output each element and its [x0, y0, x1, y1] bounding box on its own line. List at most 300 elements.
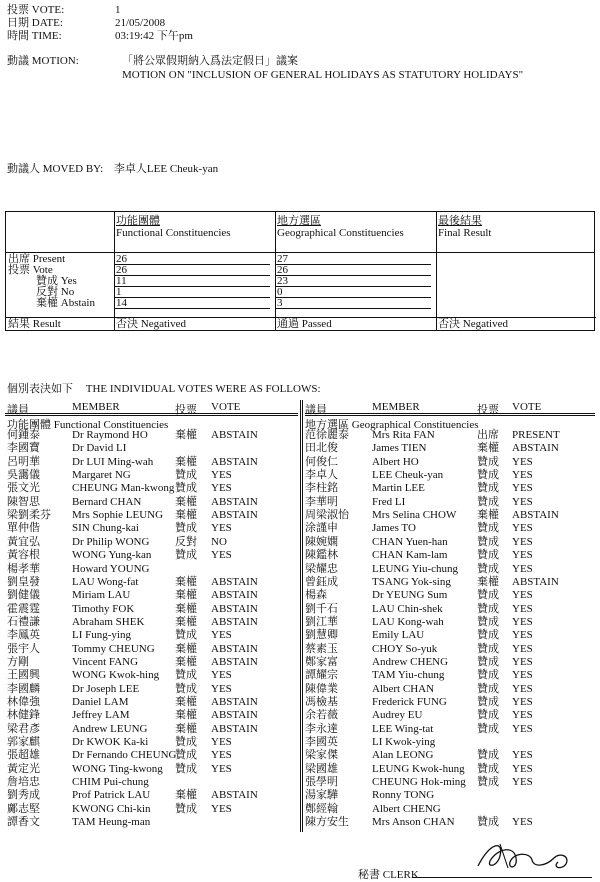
member-name-en: LI Kwok-ying — [372, 736, 436, 749]
fc-no: 1 — [116, 286, 122, 298]
vote-row — [305, 709, 595, 722]
vote-en: YES — [512, 482, 533, 495]
vote-en: YES — [211, 682, 232, 695]
member-name-en: CHAN Yuen-han — [372, 535, 448, 548]
member-name-en: CHEUNG Hok-ming — [372, 776, 466, 789]
member-name-zh: 張超雄 — [7, 749, 40, 762]
motion-title-zh: 「將公眾假期納入爲法定假日」議案 — [122, 55, 298, 67]
member-name-en: CHIM Pui-chung — [72, 776, 149, 789]
vote-zh: 棄權 — [175, 789, 197, 802]
member-name-en: LEUNG Kwok-hung — [372, 762, 465, 775]
member-name-zh: 楊孝華 — [7, 562, 40, 575]
member-name-en: Jeffrey LAM — [72, 709, 130, 722]
vote-row — [5, 603, 298, 616]
vote-en: YES — [512, 682, 533, 695]
vote-en: ABSTAIN — [512, 575, 559, 588]
vote-en: YES — [512, 816, 533, 829]
vote-row — [5, 723, 298, 736]
member-name-zh: 梁君彥 — [7, 722, 40, 735]
col-final-en: Final Result — [438, 227, 492, 239]
member-name-zh: 李鳳英 — [7, 629, 40, 642]
member-name-en: Daniel LAM — [72, 696, 129, 708]
vote-zh: 棄權 — [175, 589, 197, 602]
member-name-zh: 李永達 — [305, 722, 338, 735]
member-name-zh: 劉健儀 — [7, 589, 40, 602]
member-name-zh: 陳方安生 — [305, 816, 349, 829]
vote-en: YES — [512, 749, 533, 762]
member-name-zh: 劉慧卿 — [305, 629, 338, 642]
member-name-zh: 范徐麗泰 — [305, 429, 349, 441]
vote-row — [5, 643, 298, 656]
member-name-zh: 呂明華 — [7, 455, 40, 468]
vote-row — [305, 696, 595, 709]
vote-zh: 棄權 — [477, 442, 499, 455]
member-name-en: Vincent FANG — [72, 655, 139, 668]
member-name-en: SIN Chung-kai — [72, 522, 139, 535]
vote-en: YES — [512, 549, 533, 562]
vote-zh: 贊成 — [477, 642, 499, 655]
vote-zh: 贊成 — [477, 816, 499, 829]
vote-row — [305, 482, 595, 495]
vote-zh: 贊成 — [175, 749, 197, 762]
right-col-vote-en: VOTE — [512, 401, 542, 413]
member-name-en: LI Fung-ying — [72, 629, 131, 642]
fc-result: 否決 Negatived — [116, 318, 186, 330]
vote-en: YES — [512, 562, 533, 575]
fc-abstain: 14 — [116, 297, 127, 309]
vote-zh: 棄權 — [175, 655, 197, 668]
moved-by — [7, 160, 218, 176]
member-name-zh: 梁家傑 — [305, 749, 338, 762]
vote-zh: 贊成 — [477, 749, 499, 762]
member-name-zh: 譚香文 — [7, 816, 40, 829]
member-name-zh: 涂謹申 — [305, 522, 338, 535]
vote-en: ABSTAIN — [211, 696, 258, 708]
member-name-zh: 黃定光 — [7, 762, 40, 775]
motion-title-en: MOTION ON "INCLUSION OF GENERAL HOLIDAYS AS STATUTORY HOLIDAYS" — [122, 69, 524, 81]
vote-zh: 贊成 — [175, 549, 197, 562]
vote-zh: 出席 — [477, 429, 499, 441]
vote-row — [5, 789, 298, 802]
vote-zh: 贊成 — [477, 535, 499, 548]
member-name-en: Prof Patrick LAU — [72, 789, 151, 802]
member-name-zh: 余若薇 — [305, 709, 338, 722]
member-name-zh: 楊森 — [305, 589, 327, 602]
vote-zh: 贊成 — [477, 762, 499, 775]
time-row — [7, 30, 193, 42]
vote-en: YES — [512, 696, 533, 708]
member-name-en: Dr YEUNG Sum — [372, 589, 448, 602]
member-name-zh: 王國興 — [7, 669, 40, 682]
vote-row — [5, 522, 298, 535]
row-vote-label: 投票 Vote — [8, 264, 53, 276]
member-name-zh: 梁劉柔芬 — [7, 509, 51, 522]
member-name-zh: 石禮謙 — [7, 615, 40, 628]
vote-row — [305, 429, 595, 442]
vote-zh: 贊成 — [477, 549, 499, 562]
row-present-label: 出席 Present — [8, 253, 66, 265]
date-value: 21/05/2008 — [115, 17, 166, 29]
vote-row — [5, 496, 298, 509]
vote-zh: 贊成 — [175, 669, 197, 682]
member-name-en: Dr Joseph LEE — [72, 682, 140, 695]
vote-row — [305, 656, 595, 669]
member-name-en: TAM Heung-man — [72, 816, 151, 829]
vote-en: YES — [512, 776, 533, 789]
vote-en: YES — [512, 495, 533, 508]
individual-votes-title — [7, 380, 321, 396]
vote-row — [5, 442, 298, 455]
member-name-zh: 劉秀成 — [7, 789, 40, 802]
member-name-en: Mrs Rita FAN — [372, 429, 435, 441]
vote-en: YES — [512, 722, 533, 735]
member-name-en: CHOY So-yuk — [372, 642, 438, 655]
vote-en: ABSTAIN — [211, 615, 258, 628]
vote-zh: 贊成 — [175, 469, 197, 482]
moved-by-value: 李卓人LEE Cheuk-yan — [113, 163, 219, 175]
gc-no: 0 — [277, 286, 283, 298]
vote-row — [305, 576, 595, 589]
member-name-zh: 吳靄儀 — [7, 469, 40, 482]
vote-row — [305, 616, 595, 629]
member-name-zh: 李華明 — [305, 495, 338, 508]
member-name-zh: 劉皇發 — [7, 575, 40, 588]
row-result-label: 結果 Result — [8, 318, 61, 330]
right-group-header: 地方選區 Geographical Constituencies — [305, 419, 479, 431]
vote-zh: 贊成 — [477, 495, 499, 508]
vote-row — [5, 429, 298, 442]
member-name-zh: 何俊仁 — [305, 455, 338, 468]
vote-zh: 贊成 — [477, 602, 499, 615]
vote-zh: 贊成 — [477, 469, 499, 482]
member-name-zh: 李國麟 — [7, 682, 40, 695]
left-col-vote-zh: 投票 — [175, 404, 197, 416]
clerk-signature-line — [412, 877, 592, 878]
member-name-en: Emily LAU — [372, 629, 425, 642]
member-name-zh: 田北俊 — [305, 442, 338, 455]
member-name-zh: 陳智思 — [7, 495, 40, 508]
member-name-zh: 黃容根 — [7, 549, 40, 562]
left-col-vote-en: VOTE — [211, 401, 241, 413]
vote-en: ABSTAIN — [211, 455, 258, 468]
vote-en: YES — [512, 642, 533, 655]
member-name-en: Albert HO — [372, 455, 419, 468]
member-name-en: Dr Raymond HO — [72, 429, 148, 441]
vote-en: YES — [512, 669, 533, 682]
col-functional-en: Functional Constituencies — [116, 227, 231, 239]
vote-zh: 棄權 — [175, 455, 197, 468]
vote-row — [305, 803, 595, 816]
gc-vote: 26 — [277, 264, 288, 276]
vote-zh: 贊成 — [477, 655, 499, 668]
column-divider-inner — [302, 400, 303, 832]
gc-result: 通過 Passed — [277, 318, 332, 330]
member-name-en: Albert CHENG — [372, 802, 441, 815]
member-name-en: Dr LUI Ming-wah — [72, 455, 154, 468]
vote-row — [305, 723, 595, 736]
vote-zh: 贊成 — [477, 589, 499, 602]
vote-row — [5, 616, 298, 629]
vote-en: YES — [211, 669, 232, 682]
vote-en: ABSTAIN — [211, 575, 258, 588]
vote-row — [5, 683, 298, 696]
left-group-header: 功能團體 Functional Constituencies — [7, 419, 169, 431]
member-name-zh: 單仲偕 — [7, 522, 40, 535]
vote-en: ABSTAIN — [211, 655, 258, 668]
vote-en: ABSTAIN — [211, 642, 258, 655]
member-name-en: WONG Ting-kwong — [72, 762, 163, 775]
member-name-en: Dr Fernando CHEUNG — [72, 749, 177, 762]
member-name-zh: 張宇人 — [7, 642, 40, 655]
vote-row — [305, 763, 595, 776]
vote-row — [5, 669, 298, 682]
vote-zh: 棄權 — [175, 602, 197, 615]
member-name-en: Miriam LAU — [72, 589, 131, 602]
member-name-en: James TO — [372, 522, 416, 535]
vote-zh: 反對 — [175, 535, 197, 548]
vote-en: YES — [512, 762, 533, 775]
member-name-en: Ronny TONG — [372, 789, 435, 802]
vote-en: ABSTAIN — [512, 509, 559, 522]
clerk-label: 秘書 CLERK — [358, 869, 419, 881]
vote-en: YES — [512, 469, 533, 482]
final-result: 否決 Negatived — [438, 318, 508, 330]
vote-row — [5, 776, 298, 789]
vote-zh: 贊成 — [477, 776, 499, 789]
member-name-en: Tommy CHEUNG — [72, 642, 155, 655]
member-name-en: Abraham SHEK — [72, 615, 145, 628]
vote-zh: 贊成 — [175, 802, 197, 815]
vote-zh: 贊成 — [175, 482, 197, 495]
vote-row — [5, 456, 298, 469]
vote-zh: 贊成 — [477, 522, 499, 535]
member-name-zh: 方剛 — [7, 655, 29, 668]
vote-en: YES — [512, 535, 533, 548]
member-name-zh: 周梁淑怡 — [305, 509, 349, 522]
col-geographical-en: Geographical Constituencies — [277, 227, 404, 239]
vote-zh: 棄權 — [175, 495, 197, 508]
vote-en: YES — [211, 522, 232, 535]
member-name-en: WONG Yung-kan — [72, 549, 152, 562]
member-name-zh: 李柱銘 — [305, 482, 338, 495]
vote-en: YES — [211, 469, 232, 482]
member-name-en: Alan LEONG — [372, 749, 434, 762]
vote-en: ABSTAIN — [211, 602, 258, 615]
vote-zh: 棄權 — [175, 696, 197, 708]
member-name-zh: 張學明 — [305, 776, 338, 789]
vote-row — [305, 629, 595, 642]
right-col-vote-zh: 投票 — [477, 404, 499, 416]
member-name-zh: 譚耀宗 — [305, 669, 338, 682]
fc-present: 26 — [116, 253, 127, 265]
vote-label: 投票 VOTE: — [7, 4, 65, 16]
vote-zh: 贊成 — [477, 615, 499, 628]
vote-row — [5, 469, 298, 482]
vote-row — [305, 522, 595, 535]
member-name-zh: 霍震霆 — [7, 602, 40, 615]
vote-row — [305, 776, 595, 789]
member-name-en: Bernard CHAN — [72, 495, 142, 508]
left-col-member-en: MEMBER — [72, 401, 120, 413]
member-name-en: Audrey EU — [372, 709, 423, 722]
member-name-en: TAM Yiu-chung — [372, 669, 445, 682]
member-name-en: Timothy FOK — [72, 602, 135, 615]
member-name-en: Andrew CHENG — [372, 655, 449, 668]
row-no-label: 反對 No — [36, 286, 75, 298]
vote-en: YES — [211, 482, 232, 495]
member-name-zh: 梁國雄 — [305, 762, 338, 775]
member-name-en: Fred LI — [372, 495, 406, 508]
member-name-en: Albert CHAN — [372, 682, 435, 695]
vote-en: ABSTAIN — [211, 429, 258, 441]
col-geographical-zh: 地方選區 — [277, 215, 321, 227]
member-name-en: Mrs Anson CHAN — [372, 816, 455, 829]
vote-row — [305, 683, 595, 696]
date-label: 日期 DATE: — [7, 17, 63, 29]
vote-row — [5, 696, 298, 709]
member-name-zh: 湯家驊 — [305, 789, 338, 802]
member-name-en: Mrs Selina CHOW — [372, 509, 457, 522]
member-name-zh: 郭家麒 — [7, 736, 40, 749]
vote-row — [5, 536, 298, 549]
vote-row — [305, 496, 595, 509]
vote-en: ABSTAIN — [211, 709, 258, 722]
vote-en: YES — [512, 589, 533, 602]
vote-en: YES — [512, 455, 533, 468]
vote-row — [305, 749, 595, 762]
member-name-en: LEE Cheuk-yan — [372, 469, 444, 482]
vote-row — [305, 736, 595, 749]
member-name-en: Dr Philip WONG — [72, 535, 150, 548]
member-name-en: Dr KWOK Ka-ki — [72, 736, 149, 749]
vote-number: 1 — [115, 4, 121, 16]
vote-row — [305, 603, 595, 616]
vote-zh: 贊成 — [175, 736, 197, 749]
vote-row — [5, 709, 298, 722]
member-name-zh: 林偉強 — [7, 696, 40, 708]
vote-row — [5, 656, 298, 669]
member-name-zh: 李國英 — [305, 736, 338, 749]
member-name-en: Martin LEE — [372, 482, 425, 495]
col-geographical — [277, 215, 404, 239]
motion-label: 動議 MOTION: — [7, 55, 79, 67]
time-label: 時間 TIME: — [7, 30, 62, 42]
individual-votes-title-en: THE INDIVIDUAL VOTES WERE AS FOLLOWS: — [85, 383, 321, 395]
vote-zh: 棄權 — [175, 575, 197, 588]
row-abstain-label: 棄權 Abstain — [36, 297, 95, 309]
vote-row — [5, 749, 298, 762]
vote-row — [305, 669, 595, 682]
member-name-zh: 梁耀忠 — [305, 562, 338, 575]
vote-zh: 贊成 — [477, 682, 499, 695]
vote-zh: 贊成 — [477, 629, 499, 642]
member-name-en: Mrs Sophie LEUNG — [72, 509, 164, 522]
vote-row — [5, 482, 298, 495]
member-name-zh: 馮檢基 — [305, 696, 338, 708]
vote-row — [305, 643, 595, 656]
member-name-en: Howard YOUNG — [72, 562, 150, 575]
vote-zh: 贊成 — [477, 669, 499, 682]
member-name-en: LEE Wing-tat — [372, 722, 434, 735]
member-name-zh: 曾鈺成 — [305, 575, 338, 588]
vote-row — [5, 589, 298, 602]
vote-row — [305, 563, 595, 576]
vote-zh: 贊成 — [477, 722, 499, 735]
vote-zh: 贊成 — [477, 709, 499, 722]
col-functional-zh: 功能團體 — [116, 215, 160, 227]
vote-zh: 贊成 — [175, 629, 197, 642]
clerk-signature — [470, 838, 580, 874]
member-name-en: KWONG Chi-kin — [72, 802, 151, 815]
member-name-zh: 劉江華 — [305, 615, 338, 628]
col-final — [438, 215, 491, 239]
gc-yes: 23 — [277, 275, 288, 287]
vote-row — [5, 549, 298, 562]
member-name-en: Andrew LEUNG — [72, 722, 148, 735]
member-name-zh: 林健鋒 — [7, 709, 40, 722]
vote-zh: 贊成 — [477, 696, 499, 708]
vote-en: ABSTAIN — [211, 789, 258, 802]
vote-en: NO — [211, 535, 227, 548]
vote-en: YES — [211, 549, 232, 562]
left-col-member-zh: 議員 — [7, 404, 29, 416]
right-col-member-zh: 議員 — [305, 404, 327, 416]
member-name-zh: 黃宜弘 — [7, 535, 40, 548]
vote-en: PRESENT — [512, 429, 560, 441]
gc-present: 27 — [277, 253, 288, 265]
member-name-en: Dr David LI — [72, 442, 127, 455]
vote-en: ABSTAIN — [512, 442, 559, 455]
member-name-en: WONG Kwok-hing — [72, 669, 160, 682]
vote-en: YES — [512, 615, 533, 628]
vote-en: ABSTAIN — [211, 495, 258, 508]
member-name-en: CHEUNG Man-kwong — [72, 482, 175, 495]
vote-en: YES — [211, 629, 232, 642]
vote-row — [305, 549, 595, 562]
vote-en: YES — [512, 602, 533, 615]
vote-en: YES — [512, 655, 533, 668]
member-name-zh: 張文光 — [7, 482, 40, 495]
vote-en: ABSTAIN — [211, 509, 258, 522]
row-yes-label: 贊成 Yes — [36, 275, 77, 287]
vote-row — [305, 789, 595, 802]
column-divider — [300, 400, 301, 832]
vote-row — [305, 816, 595, 829]
vote-zh: 贊成 — [175, 682, 197, 695]
vote-en: ABSTAIN — [211, 589, 258, 602]
vote-row — [305, 589, 595, 602]
member-name-zh: 陳鑑林 — [305, 549, 338, 562]
vote-en: YES — [211, 802, 232, 815]
results-table — [5, 211, 595, 331]
member-name-zh: 陳偉業 — [305, 682, 338, 695]
member-name-en: LAU Chin-shek — [372, 602, 443, 615]
time-value: 03:19:42 下午pm — [115, 30, 193, 42]
vote-zh: 棄權 — [477, 575, 499, 588]
vote-row — [5, 563, 298, 576]
member-name-en: Frederick FUNG — [372, 696, 447, 708]
member-name-zh: 詹培忠 — [7, 776, 40, 789]
member-name-zh: 劉千石 — [305, 602, 338, 615]
vote-row — [5, 629, 298, 642]
vote-zh: 贊成 — [477, 562, 499, 575]
member-name-zh: 李卓人 — [305, 469, 338, 482]
vote-zh: 棄權 — [175, 429, 197, 441]
member-name-zh: 李國寶 — [7, 442, 40, 455]
vote-row — [5, 509, 298, 522]
vote-zh: 棄權 — [175, 509, 197, 522]
vote-en: YES — [211, 762, 232, 775]
